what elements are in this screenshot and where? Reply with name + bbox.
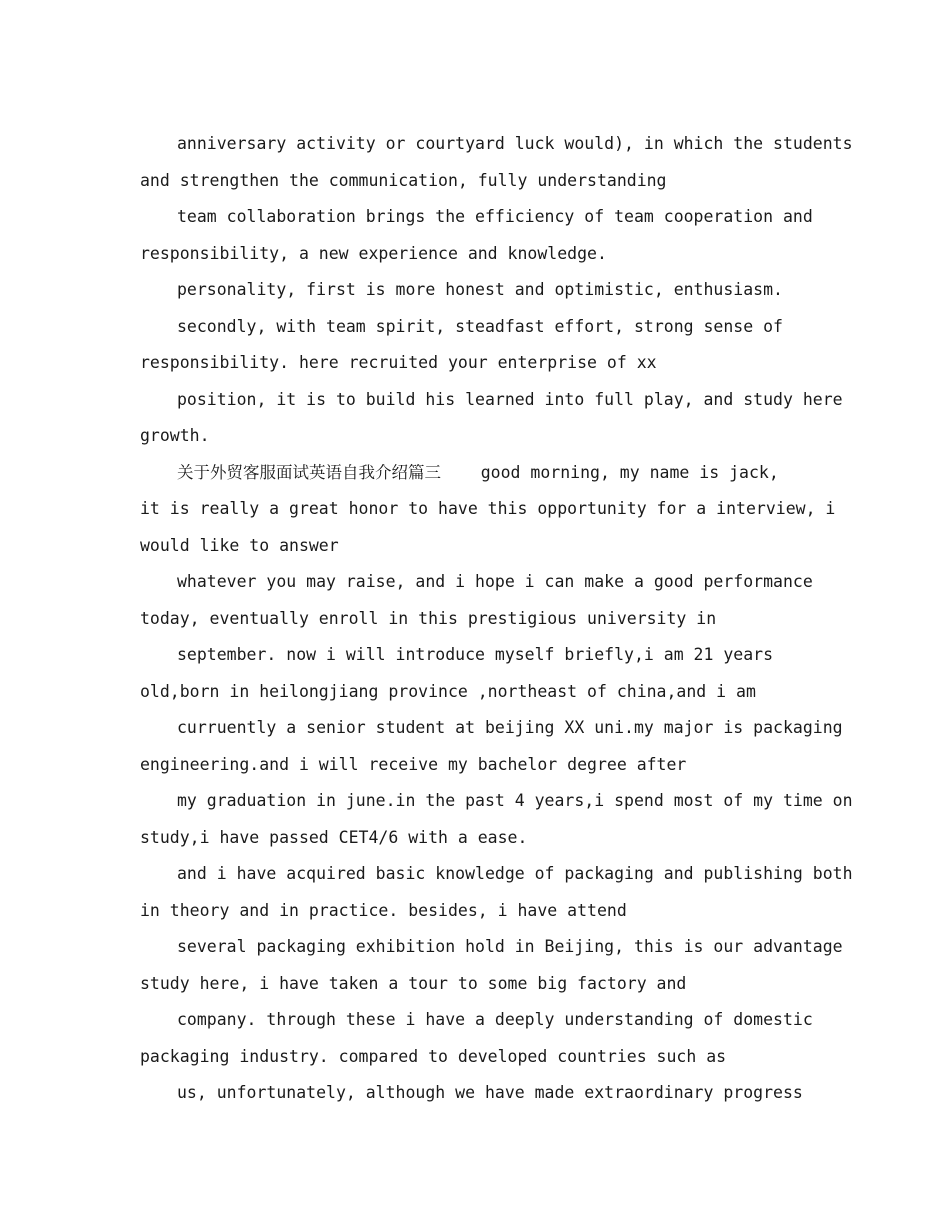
text-line: old,born in heilongjiang province ,northeast of china,and i am <box>140 681 756 701</box>
text-line: curruently a senior student at beijing XX uni.my major is packaging <box>177 718 843 737</box>
text-line: study here, i have taken a tour to some big factory and <box>140 973 687 993</box>
text-line: packaging industry. compared to developed countries such as <box>140 1046 727 1066</box>
text-line: us, unfortunately, although we have made extraordinary progress <box>177 1083 803 1102</box>
text-line: secondly, with team spirit, steadfast effort, strong sense of <box>177 316 783 336</box>
text-line: and strengthen the communication, fully understanding <box>140 170 667 190</box>
text-line: would like to answer <box>140 535 339 555</box>
text-line: today, eventually enroll in this prestigious university in <box>140 608 717 628</box>
text-line: and i have acquired basic knowledge of packaging and publishing both <box>177 864 853 883</box>
text-line: study,i have passed CET4/6 with a ease. <box>140 827 528 847</box>
text-line: position, it is to build his learned into full play, and study here <box>177 389 843 409</box>
text-line: several packaging exhibition hold in Beijing, this is our advantage <box>177 937 843 956</box>
text-line: engineering.and i will receive my bachelor degree after <box>140 754 687 774</box>
text-line: personality, first is more honest and optimistic, enthusiasm. <box>177 280 783 299</box>
text-line: team collaboration brings the efficiency of team cooperation and <box>177 207 813 226</box>
section-heading-line: 关于外贸客服面试英语自我介绍篇三 good morning, my name is jack, <box>177 462 779 482</box>
text-line: my graduation in june.in the past 4 years,i spend most of my time on <box>177 791 853 810</box>
document-body <box>140 126 853 1112</box>
text-line: whatever you may raise, and i hope i can make a good performance <box>177 572 813 591</box>
text-line: responsibility, a new experience and knowledge. <box>140 243 607 263</box>
text-line: it is really a great honor to have this opportunity for a interview, i <box>140 499 836 518</box>
body-text <box>140 126 853 1112</box>
text-line: responsibility. here recruited your enterprise of xx <box>140 353 657 372</box>
text-line: in theory and in practice. besides, i have attend <box>140 900 627 920</box>
text-line: anniversary activity or courtyard luck would), in which the students <box>177 134 853 153</box>
text-line: company. through these i have a deeply understanding of domestic <box>177 1010 813 1029</box>
text-line: growth. <box>140 426 210 445</box>
text-line: september. now i will introduce myself briefly,i am 21 years <box>177 645 774 664</box>
